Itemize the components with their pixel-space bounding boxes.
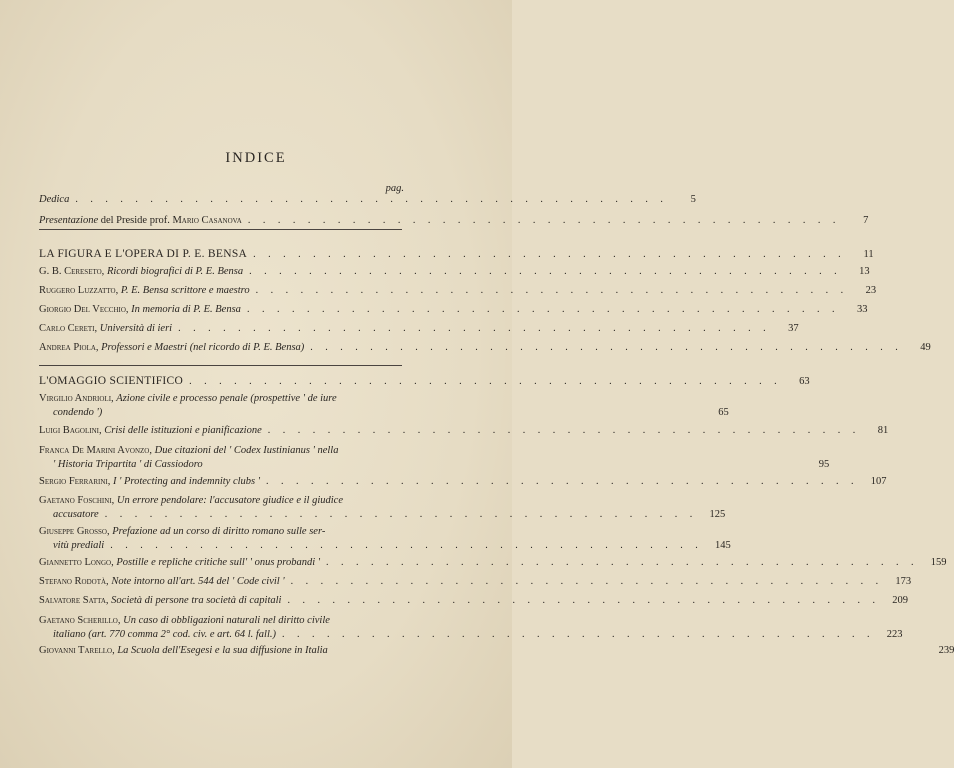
entry-title: Due citazioni del ' Codex Iustinianus ' nella <box>154 445 339 456</box>
entry-page-number: 159 <box>930 557 947 568</box>
toc-entry[interactable] <box>39 644 954 658</box>
entry-page-number: 7 <box>863 215 869 226</box>
toc-entry[interactable] <box>39 341 931 355</box>
entry-page-number: 13 <box>859 266 870 277</box>
entry-page-number: 11 <box>863 249 874 260</box>
entry-title-continued: condendo ') <box>53 407 103 418</box>
toc-section-omaggio-scientifico[interactable] <box>39 374 810 389</box>
dot-leader: . . . . . . . . . . . . . . . . . . . . . . . . . . . . . . . . . . . . . . . . <box>282 629 875 640</box>
entry-page-number: 23 <box>865 285 877 296</box>
entry-author: Salvatore Satta, <box>39 595 109 606</box>
entry-title-continued: vitù prediali <box>53 540 105 551</box>
section-title: L'OMAGGIO SCIENTIFICO <box>39 375 184 387</box>
entry-page-number: 37 <box>788 323 799 334</box>
dot-leader: . . . . . . . . . . . . . . . . . . . . . . . . . . . . . . . . . . . . . . . . <box>255 285 849 296</box>
entry-title: La Scuola dell'Esegesi e la sua diffusione in Italia <box>117 645 328 656</box>
toc-entry[interactable] <box>39 575 912 589</box>
dot-leader: . . . . . . . . . . . . . . . . . . . . . . . . . . . . . . . . . . . . . . . . <box>310 342 903 353</box>
toc-entry[interactable] <box>39 525 731 553</box>
entry-page-number: 173 <box>895 576 912 587</box>
entry-page-number: 107 <box>870 476 887 487</box>
entry-page-number: 49 <box>920 342 931 353</box>
dot-leader: . . . . . . . . . . . . . . . . . . . . . . . . . . . . . . . . . . . . . . . . <box>246 304 840 315</box>
toc-entry[interactable] <box>39 303 868 317</box>
entry-author: Giorgio Del Vecchio, <box>39 304 129 315</box>
entry-page-number: 125 <box>709 509 726 520</box>
entry-title: Società di persone tra società di capitali <box>111 595 282 606</box>
toc-entry[interactable] <box>39 392 729 420</box>
toc-entry-dedica[interactable] <box>39 193 696 207</box>
entry-title: Note intorno all'art. 544 del ' Code civil ' <box>111 576 285 587</box>
entry-author: Gaetano Foschini, <box>39 495 115 506</box>
entry-title: Professori e Maestri (nel ricordo di P. E. Bensa) <box>101 342 305 353</box>
entry-title: Crisi delle istituzioni e pianificazione <box>104 425 262 436</box>
entry-author: Ruggero Luzzatto, <box>39 285 119 296</box>
toc-entry[interactable] <box>39 424 889 438</box>
entry-subtitle: del Preside prof. <box>98 215 173 226</box>
dot-leader: . . . . . . . . . . . . . . . . . . . . . . . . . . . . . . . . . . . . . . . . <box>266 476 859 487</box>
entry-page-number: 145 <box>714 540 731 551</box>
entry-author: Luigi Bagolini, <box>39 425 102 436</box>
toc-entry[interactable] <box>39 444 830 472</box>
entry-title: Un errore pendolare: l'accusatore giudice e il giudice <box>116 495 343 506</box>
dot-leader: . . . . . . . . . . . . . . . . . . . . . . . . . . . . . . . . . . . . . . . . <box>253 249 846 260</box>
entry-title-continued: accusatore <box>53 509 99 520</box>
divider-rule <box>39 229 402 230</box>
entry-title: Prefazione ad un corso di diritto romano sulle ser- <box>112 526 326 537</box>
entry-title: In memoria di P. E. Bensa <box>131 304 241 315</box>
entry-author: Giuseppe Grosso, <box>39 526 110 537</box>
entry-page-number: 95 <box>818 459 830 470</box>
entry-author: Gaetano Scherillo, <box>39 615 121 626</box>
entry-author: Sergio Ferrarini, <box>39 476 111 487</box>
divider-rule <box>39 365 402 366</box>
entry-author: Andrea Piola, <box>39 342 99 353</box>
entry-page-number: 5 <box>690 194 696 205</box>
entry-page-number: 33 <box>856 304 868 315</box>
dot-leader: . . . . . . . . . . . . . . . . . . . . . . . . . . . . . . . . . . . . . . . . <box>267 425 861 436</box>
toc-entry-presentazione[interactable] <box>39 214 869 228</box>
dot-leader: . . . . . . . . . . . . . . . . . . . . . . . . . . . . . . . . . . . . . . . . <box>326 557 919 568</box>
toc-entry[interactable] <box>39 265 870 279</box>
entry-title: P. E. Bensa scrittore e maestro <box>120 285 250 296</box>
dot-leader: . . . . . . . . . . . . . . . . . . . . . . . . . . . . . . . . . . . . . . . . <box>189 376 782 387</box>
dot-leader: . . . . . . . . . . . . . . . . . . . . . . . . . . . . . . . . . . . . . . . . <box>75 194 668 205</box>
dot-leader: . . . . . . . . . . . . . . . . . . . . . . . . . . . . . . . . . . . . . . . . <box>247 215 841 226</box>
entry-author: Giannetto Longo, <box>39 557 114 568</box>
entry-author: G. B. Cereseto, <box>39 266 105 277</box>
entry-title: Dedica <box>39 194 70 205</box>
dot-leader: . . . . . . . . . . . . . . . . . . . . . . . . . . . . . . . . . . . . . . . . <box>110 540 703 551</box>
page-title: INDICE <box>225 150 287 166</box>
entry-title: Presentazione <box>39 215 99 226</box>
entry-title: Ricordi biografici di P. E. Bensa <box>106 266 244 277</box>
entry-author: Mario Casanova <box>172 215 242 226</box>
entry-title: Università di ieri <box>99 323 173 334</box>
entry-author: Franca De Marini Avonzo, <box>39 445 152 456</box>
toc-entry[interactable] <box>39 614 903 642</box>
section-title: LA FIGURA E L'OPERA DI P. E. BENSA <box>39 248 248 260</box>
entry-page-number: 81 <box>877 425 889 436</box>
entry-title: Postille e repliche critiche sull' ' onus probandi ' <box>116 557 321 568</box>
toc-section-la-figura[interactable] <box>39 247 874 262</box>
entry-title-continued: ' Historia Tripartita ' di Cassiodoro <box>53 459 203 470</box>
toc-entry[interactable] <box>39 322 799 336</box>
dot-leader: . . . . . . . . . . . . . . . . . . . . . . . . . . . . . . . . . . . . . . . . <box>178 323 771 334</box>
entry-page-number: 223 <box>886 629 903 640</box>
entry-page-number: 239 <box>938 645 954 656</box>
toc-entry[interactable] <box>39 475 887 489</box>
toc-entry[interactable] <box>39 556 947 570</box>
entry-title: Azione civile e processo penale (prospettive ' de iure <box>116 393 337 404</box>
entry-title: Un caso di obbligazioni naturali nel diritto civile <box>123 615 330 626</box>
dot-leader: . . . . . . . . . . . . . . . . . . . . . . . . . . . . . . . . . . . . . . . . <box>290 576 884 587</box>
entry-page-number: 209 <box>892 595 908 606</box>
entry-page-number: 63 <box>799 376 810 387</box>
dot-leader: . . . . . . . . . . . . . . . . . . . . . . . . . . . . . . . . . . . . . . . . <box>287 595 880 606</box>
entry-author: Stefano Rodotà, <box>39 576 109 587</box>
dot-leader: . . . . . . . . . . . . . . . . . . . . . . . . . . . . . . . . . . . . . . . . <box>104 509 698 520</box>
entry-author: Carlo Cereti, <box>39 323 98 334</box>
toc-entry[interactable] <box>39 284 877 298</box>
entry-author: Giovanni Tarello, <box>39 645 115 656</box>
toc-entry[interactable] <box>39 494 726 522</box>
entry-title: I ' Protecting and indemnity clubs ' <box>113 476 260 487</box>
entry-author: Virgilio Andrioli, <box>39 393 114 404</box>
toc-entry[interactable] <box>39 594 908 608</box>
entry-title-continued: italiano (art. 770 comma 2° cod. civ. e art. 64 l. fall.) <box>53 629 277 640</box>
page-column-label: pag. <box>385 183 404 194</box>
entry-page-number: 65 <box>718 407 729 418</box>
dot-leader: . . . . . . . . . . . . . . . . . . . . . . . . . . . . . . . . . . . . . . . . <box>249 266 842 277</box>
